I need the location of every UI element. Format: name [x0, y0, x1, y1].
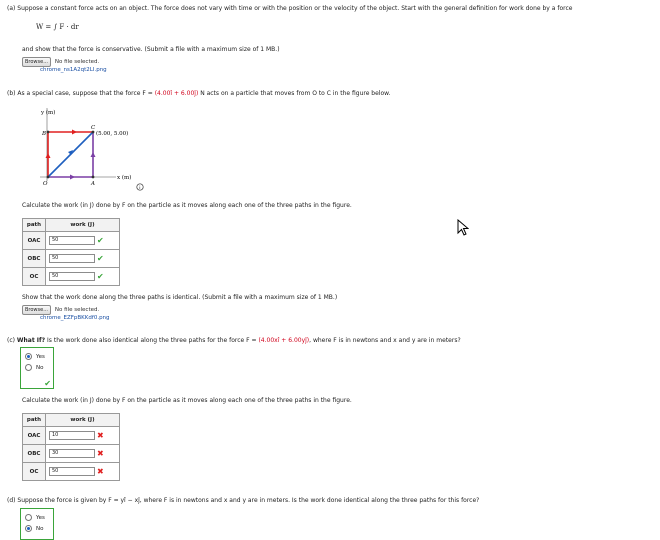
browse-button-b[interactable]: Browse...	[22, 305, 51, 315]
point-b-dot	[47, 131, 50, 134]
arrow-bc	[72, 130, 77, 135]
radio-yes-d-button[interactable]	[25, 514, 32, 521]
radio-no-d-label: No	[36, 525, 44, 532]
path-cell: OBC	[23, 250, 46, 268]
point-o-dot	[47, 176, 50, 179]
radio-yes-d[interactable]	[25, 512, 49, 523]
part-b-pre: As a special case, suppose that the force F =	[17, 90, 155, 97]
radio-yes-c-label: Yes	[36, 353, 45, 360]
path-header: path	[23, 219, 46, 232]
part-c-post: , where F is in newtons and x and y are in meters?	[309, 337, 461, 344]
no-file-label-a: No file selected.	[54, 59, 100, 65]
wrong-x-icon: ✖	[97, 467, 104, 476]
point-c-dot	[92, 131, 95, 134]
table-row	[23, 463, 120, 481]
table-row	[23, 445, 120, 463]
radio-no-c-button[interactable]	[25, 364, 32, 371]
wrong-x-icon: ✖	[97, 431, 104, 440]
work-input-oc-c[interactable]: 50	[49, 467, 95, 476]
browse-button-a[interactable]: Browse...	[22, 57, 51, 67]
arrow-oa	[70, 175, 75, 180]
part-c-pre: Is the work done also identical along the three paths for the force F =	[45, 337, 259, 344]
part-a-text2: and show that the force is conservative. (Submit a file with a maximum size of 1 MB.)	[22, 46, 280, 53]
part-b-post: N acts on a particle that moves from O to C in the figure below.	[198, 90, 391, 97]
path-cell: OAC	[23, 427, 46, 445]
part-a-label: (a)	[7, 5, 16, 12]
part-b-show: Show that the work done along the three paths is identical. (Submit a file with a maximum size of 1 MB.)	[22, 294, 338, 301]
work-input-oac-c[interactable]: 10	[49, 431, 95, 440]
radio-no-d[interactable]	[25, 523, 49, 534]
what-if-label: What If?	[16, 337, 46, 344]
path-header: path	[23, 414, 46, 427]
point-c-coord: (5.00, 5.00)	[96, 131, 129, 137]
part-a-upload	[22, 57, 99, 67]
radio-yes-c[interactable]	[25, 351, 49, 362]
part-d-label: (d)	[7, 497, 16, 504]
arrow-ob	[46, 153, 51, 158]
radio-yes-c-button[interactable]	[25, 353, 32, 360]
correct-check-icon: ✔	[97, 254, 104, 263]
path-cell: OBC	[23, 445, 46, 463]
work-table-b	[22, 218, 120, 286]
work-input-obc[interactable]: 50	[49, 254, 95, 263]
part-c-force: (4.00xî + 6.00yĵ)	[258, 337, 310, 344]
path-cell: OC	[23, 463, 46, 481]
part-c-radio-group	[20, 347, 54, 389]
arrow-ac	[91, 152, 96, 157]
work-header: work (J)	[46, 219, 120, 232]
uploaded-file-link-a[interactable]: chrome_ns1A2qt2LI.png	[40, 67, 107, 73]
radio-no-d-button[interactable]	[25, 525, 32, 532]
table-row	[23, 268, 120, 286]
table-row	[23, 250, 120, 268]
mouse-cursor-icon	[457, 219, 469, 237]
part-b-force: (4.00î + 6.00ĵ)	[154, 90, 199, 97]
uploaded-file-link-b[interactable]: chrome_EZFpBKKdf0.png	[40, 315, 110, 321]
work-input-oc[interactable]: 50	[49, 272, 95, 281]
table-row	[23, 427, 120, 445]
part-b-upload	[22, 305, 99, 315]
part-d-text: Suppose the force is given by F = yî − xĵ, where F is in newtons and x and y are in meters. Is the work done identical along the three paths for this force?	[17, 497, 480, 504]
table-row	[23, 232, 120, 250]
part-d-radio-group	[20, 508, 54, 540]
info-icon-glyph: i	[139, 186, 141, 191]
part-b-question	[7, 90, 390, 97]
radio-no-c-label: No	[36, 364, 44, 371]
part-c-question	[7, 337, 461, 344]
work-input-obc-c[interactable]: 30	[49, 449, 95, 458]
path-figure	[30, 105, 160, 195]
point-c-label: C	[91, 125, 96, 131]
point-a-label: A	[91, 181, 95, 187]
radio-yes-d-label: Yes	[36, 514, 45, 521]
radio-no-c[interactable]	[25, 362, 49, 373]
no-file-label-b: No file selected.	[54, 307, 100, 313]
point-o-label: O	[43, 181, 48, 187]
part-b-label: (b)	[7, 90, 16, 97]
formula-lhs: W =	[36, 23, 52, 31]
part-a-question	[7, 5, 572, 12]
y-axis-label: y (m)	[41, 110, 56, 116]
work-header: work (J)	[46, 414, 120, 427]
part-d-question	[7, 497, 479, 504]
part-c-calc: Calculate the work (in J) done by F on the particle as it moves along each one of the three paths in the figure.	[22, 397, 352, 404]
work-input-oac[interactable]: 50	[49, 236, 95, 245]
point-b-label: B	[42, 131, 47, 137]
x-axis-label: x (m)	[117, 175, 132, 181]
path-cell: OC	[23, 268, 46, 286]
part-a-text: Suppose a constant force acts on an object. The force does not vary with time or with the position or the velocity of the object. Start with the general definition for work done by a force	[17, 5, 573, 12]
correct-check-icon: ✔	[97, 272, 104, 281]
point-a-dot	[92, 176, 95, 179]
correct-check-icon: ✔	[97, 236, 104, 245]
correct-check-icon: ✔	[44, 379, 51, 388]
wrong-x-icon: ✖	[97, 449, 104, 458]
formula-rhs: ∫ F · dr	[53, 23, 79, 31]
work-formula	[36, 23, 79, 31]
work-table-c	[22, 413, 120, 481]
path-cell: OAC	[23, 232, 46, 250]
part-b-calc: Calculate the work (in J) done by F on the particle as it moves along each one of the three paths in the figure.	[22, 202, 352, 209]
part-c-label: (c)	[7, 337, 15, 344]
